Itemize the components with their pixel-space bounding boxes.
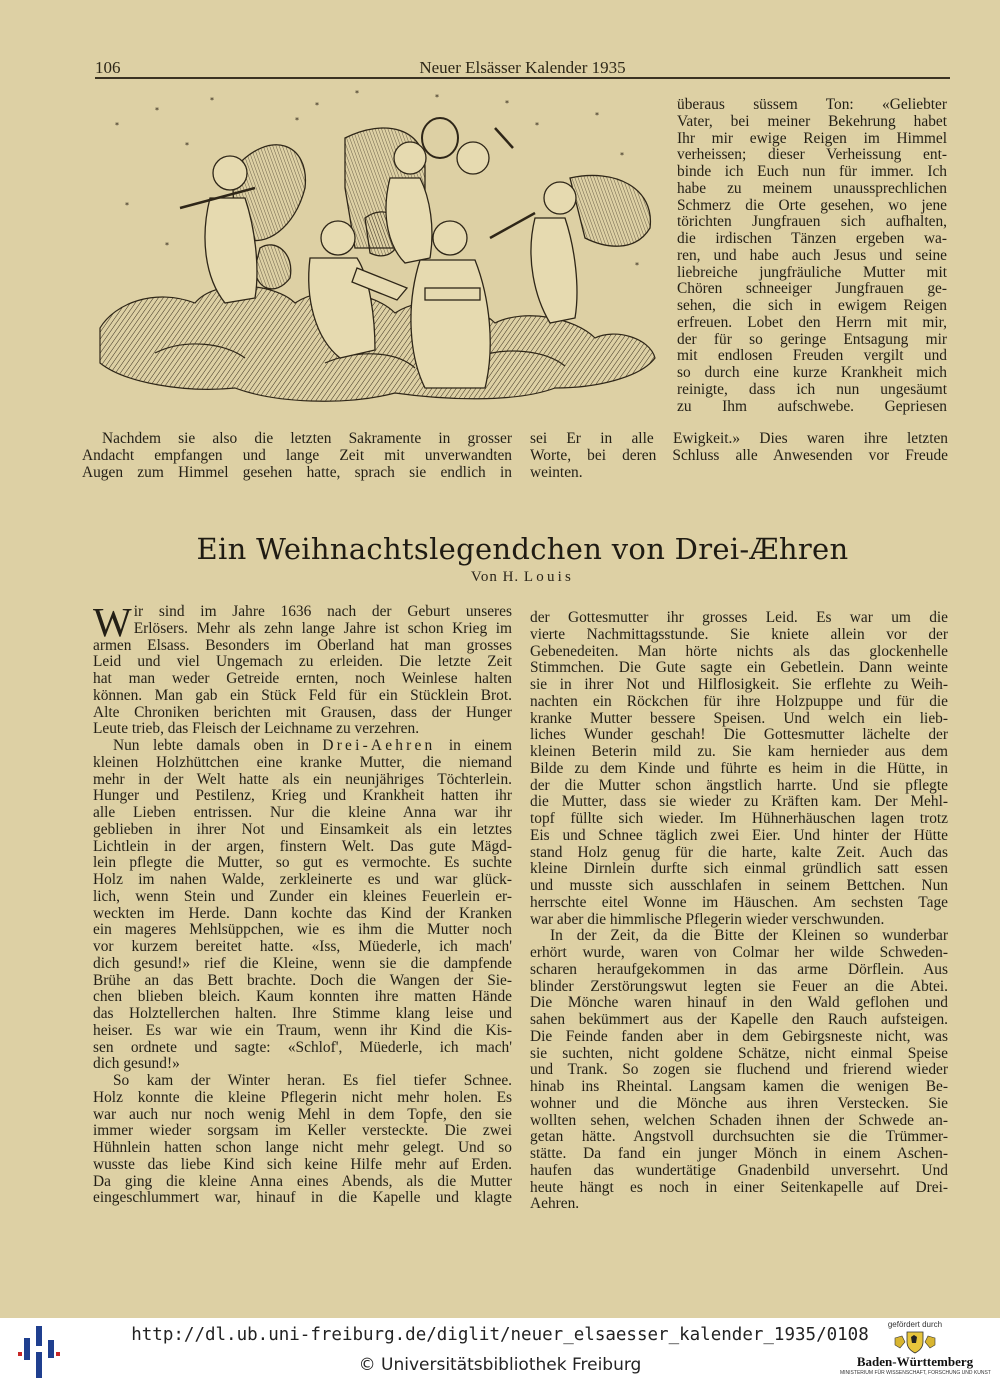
viewer-footer <box>0 1318 1000 1384</box>
article-left-column <box>93 599 512 1207</box>
text-line: Erlösers. Mehr als zehn lange Jahre ist schon Krieg im <box>133 619 512 637</box>
svg-text:*: * <box>315 101 319 110</box>
text-line: getan hätte. Angstvoll durchsuchten sie die Trümmer- <box>530 1128 948 1146</box>
left-paragraph-3 <box>93 1073 512 1207</box>
document-url[interactable]: http://dl.ub.uni-freiburg.de/diglit/neuer_elsaesser_kalender_1935/0108 <box>131 1325 869 1345</box>
text-line: erfreuen. Lobet den Herrn mit mir, <box>677 313 947 331</box>
text-line: ren, und habe auch Jesus und seine <box>677 246 947 264</box>
text-line: Holz im nahen Walde, zerkleinerte es und war glück- <box>93 871 512 888</box>
text-line: der die Mutter schon ängstlich harrte. Und sie pflegte <box>530 776 948 794</box>
text-line: ein mageres Mehlsüppchen, wie es ihm die Mutter noch <box>93 921 512 939</box>
svg-text:*: * <box>125 201 129 210</box>
text-line: armen Elsass. Besonders im Oberland hat man grosses <box>93 636 512 654</box>
text-line: lich, wenn Stein und Zunder ein kleines Feuerlein er- <box>93 887 512 905</box>
text-line: Vater, bei meiner Bekehrung habet <box>677 112 947 130</box>
header-rule <box>95 77 950 79</box>
text-line: reinigte, dass ich nun ungesäumt <box>677 380 947 398</box>
text-line: Nachdem sie also die letzten Sakramente in grosser <box>102 430 512 447</box>
text-line: Schmerz die Orte gesehen, wo jene <box>677 196 947 214</box>
svg-text:*: * <box>635 261 639 270</box>
page-number: 106 <box>95 58 121 77</box>
angels-illustration <box>95 88 665 420</box>
text-line: wollten sehen, welchen Schaden ihnen der Schwede an- <box>530 1111 948 1129</box>
text-line: Ihr mir ewige Reigen im Himmel <box>677 129 947 147</box>
text-line: zu Ihm aufschwebe. Gepriesen <box>677 397 947 415</box>
text-line: das Holztellerchen halten. Ihre Stimme klang leise und <box>93 1005 512 1022</box>
svg-text:*: * <box>210 96 214 105</box>
text-line: Chören schneeiger Jungfrauen ge- <box>677 280 947 298</box>
first-line-text: ir sind im Jahre 1636 nach der Geburt unseres <box>133 603 512 620</box>
text-line: So kam der Winter heran. Es fiel tiefer Schnee. <box>113 1072 512 1089</box>
text-line: sei Er in alle Ewigkeit.» Dies waren ihre letzten <box>530 430 948 447</box>
left-paragraph-2 <box>93 755 512 1073</box>
top-right-end-text <box>530 431 948 481</box>
text-line: hat man weder Getreide ernten, noch Weinlese halten <box>93 670 512 687</box>
text-line: sie in ihrer Not und Hilflosigkeit. Sie erflehte zu Weih- <box>530 676 948 693</box>
text-line: Die Mönche waren hinauf in den Wald geflohen und <box>530 994 948 1012</box>
p2-pre: Nun lebte damals oben in <box>113 737 309 754</box>
right-paragraph-1 <box>530 610 948 928</box>
text-line: Andacht empfangen und lange Zeit mit unverwandten <box>82 446 512 464</box>
text-line: Holz konnte die kleine Pflegerin nicht mehr holen. Es <box>93 1088 512 1106</box>
top-left-text <box>82 431 512 481</box>
sponsor-ministry: MINISTERIUM FÜR WISSENSCHAFT, FORSCHUNG UND KUNST <box>840 1370 991 1376</box>
article-right-column <box>530 610 948 1213</box>
text-line: mehr in der Welt hatte als ein neunjähriges Töchterlein. <box>93 770 512 788</box>
text-line: vierte Nachmittagsstunde. Sie kniete allein vor der <box>530 625 948 643</box>
text-line: herrschte eitel Wonne im Häuschen. Am sechsten Tage <box>530 893 948 911</box>
sponsor-block <box>840 1320 990 1382</box>
left-paragraph-1 <box>93 621 512 738</box>
text-line: können. Man gab ein Stück Feld für ein Stücklein Brot. <box>93 686 512 704</box>
text-line: törichten Jungfrauen sich aufhalten, <box>677 213 947 231</box>
text-line: liebreiche jungfräuliche Mutter mit <box>677 263 947 281</box>
svg-text:*: * <box>620 151 624 160</box>
article-byline <box>95 569 950 586</box>
text-line: kleine Dirnlein durfte sich einmal gründlich satt essen <box>530 860 948 878</box>
text-line: weckten im Herde. Dann kochte das Kind der Kranken <box>93 904 512 922</box>
text-line: Bilde zu dem Kinde und führte es heim in die Hütte, in <box>530 759 948 777</box>
text-line: Lichtlein in der argen, finstern Welt. Das gute Mägd- <box>93 837 512 855</box>
text-line: kranke Mutter bessere Speisen. Und welch ein lieb- <box>530 709 948 727</box>
svg-text:*: * <box>295 116 299 125</box>
svg-text:*: * <box>595 111 599 120</box>
text-line: kleinen Beterin mild zu. Sie kam hernieder aus dem <box>530 743 948 760</box>
text-line: stand Holz genug für die harte, kalte Zeit. Auch das <box>530 843 948 861</box>
text-line: der für so geringe Entsagung mir <box>677 330 947 348</box>
text-line: war aber die himmlische Pflegerin wieder verschwunden. <box>530 910 885 928</box>
right-paragraph-2 <box>530 928 948 1213</box>
text-line: überaus süssem Ton: «Geliebter <box>677 96 947 113</box>
text-line: haufen das wundertätige Gnadenbild unversehrt. Und <box>530 1161 948 1179</box>
text-line: und musste sich ausschlafen in seinem Bettchen. Nun <box>530 877 948 894</box>
running-title: Neuer Elsässer Kalender 1935 <box>419 58 626 77</box>
svg-text:*: * <box>435 93 439 102</box>
p2-post: in einem <box>448 737 512 754</box>
text-line: Hunger und Pestilenz, Krieg und Krankheit hatten ihr <box>93 787 512 805</box>
top-right-text <box>677 97 947 415</box>
text-line: so durch eine kurze Krankheit mich <box>677 364 947 381</box>
text-line: Augen zum Himmel gesehen hatte, sprach sie endlich in <box>82 463 512 481</box>
text-line <box>93 738 512 755</box>
text-line: kleinen Holzhüttchen eine kranke Mutter, die niemand <box>93 753 512 771</box>
text-line: nachten ein Röckchen für ihre Holzpuppe und für die <box>530 692 948 710</box>
text-line: Da ging die kleine Anna eines Abends, als die Mutter <box>93 1172 512 1190</box>
text-line: sie suchten, nicht goldene Schätze, nicht einmal Speise <box>530 1044 948 1062</box>
page-header <box>95 52 950 78</box>
text-line: lein pflegte die Mutter, so gut es vermochte. Es suchte <box>93 854 512 872</box>
text-line: Brühe an das Bett brachte. Doch die Wangen der Sie- <box>93 971 512 989</box>
text-line: Aehren. <box>530 1195 580 1213</box>
text-line: stätte. Da fand ein junger Mönch in einem Aschen- <box>530 1145 948 1162</box>
text-line: scharen heraufgekommen in das arme Dörflein. Aus <box>530 960 948 978</box>
copyright: © Universitätsbibliothek Freiburg <box>358 1355 642 1375</box>
sponsor-label: gefördert durch <box>887 1320 943 1329</box>
text-line: Die Feinde fanden aber in dem Gebirgsneste nicht, was <box>530 1027 948 1045</box>
text-line: wusste das liebe Kind sich keine Hilfe mehr auf Erden. <box>93 1155 512 1173</box>
text-line: der Gottesmutter ihr grosses Leid. Es war um die <box>530 609 948 626</box>
text-line: geblieben in ihrer Not und Einsamkeit als ein letztes <box>93 820 512 838</box>
text-line: Worte, bei deren Schluss alle Anwesenden vor Freude <box>530 446 948 464</box>
text-line: Gebenedeiten. Man hörte nichts als das glockenhelle <box>530 642 948 660</box>
drop-cap: W <box>93 599 132 645</box>
text-line: habe zu meinem unaussprechlichen <box>677 179 947 197</box>
text-line: Eis und Schnee täglich zwei Eier. Und hinter der Hütte <box>530 826 948 844</box>
svg-text:*: * <box>115 121 119 130</box>
text-line: eingeschlummert war, hinauf in die Kapelle und klagte <box>93 1189 512 1207</box>
text-line: chen blieben bleich. Kaum konnten ihre matten Hände <box>93 988 512 1006</box>
text-line: Hühnlein hatten schon lange nicht mehr gelegt. Und so <box>93 1139 512 1156</box>
text-line: verheissen; dieser Verheissung ent- <box>677 146 947 164</box>
text-line: die irdischen Tänzen ergeben wa- <box>677 230 947 247</box>
text-line: heiser. Es war wie ein Traum, wenn ihr Kind die Kis- <box>93 1021 512 1039</box>
svg-text:*: * <box>535 121 539 130</box>
byline-name: Louis <box>523 569 575 585</box>
text-line: wohner und die Mönche aus ihren Verstecken. Sie <box>530 1094 948 1112</box>
svg-text:*: * <box>355 89 359 98</box>
text-line: sen ordnete und sagte: «Schlof', Müederle, ich mach' <box>93 1038 512 1056</box>
text-line: und Trank. So zogen sie fluchend und frierend wieder <box>530 1061 948 1079</box>
text-line: Stimmchen. Die Gute sagte ein Gebetlein. Dann weinte <box>530 659 948 677</box>
text-line: dich gesund!» rief die Kleine, wenn sie die dampfende <box>93 954 512 972</box>
text-line: sehen, die sich in ewigem Reigen <box>677 297 947 314</box>
text-line: binde ich Euch nun für immer. Ich <box>677 163 947 180</box>
text-line: Leid und viel Ungemach zu erleiden. Die letzte Zeit <box>93 653 512 671</box>
text-line: heute hängt es noch in einer Seitenkapelle auf Drei- <box>530 1178 948 1196</box>
svg-text:*: * <box>155 106 159 115</box>
text-line: war auch nur noch wenig Mehl in dem Topfe, den sie <box>93 1105 512 1123</box>
text-line: hinab ins Rheintal. Langsam kamen die wenigen Be- <box>530 1078 948 1095</box>
svg-text:*: * <box>505 99 509 108</box>
text-line: die Mutter, dass sie wieder zu Kräften kam. Der Mehl- <box>530 793 948 811</box>
text-line: vor kurzem bereitet hatte. «Iss, Müederle, ich mach' <box>93 938 512 955</box>
text-line: blinder Zerstörungswut legten sie Feuer an die Abtei. <box>530 977 948 995</box>
baden-wuerttemberg-crest-icon <box>892 1330 938 1354</box>
svg-text:*: * <box>165 241 169 250</box>
text-line: mit endlosen Freuden vergilt und <box>677 347 947 365</box>
text-line: Alte Chroniken berichten mit Grausen, dass der Hunger <box>93 703 512 721</box>
byline-prefix: Von H. <box>470 569 520 585</box>
text-line: topf füllte sich wieder. Im Hühnerhäuschen lagen trotz <box>530 810 948 827</box>
text-line: dich gesund!» <box>93 1055 180 1073</box>
text-line: In der Zeit, da die Bitte der Kleinen so wunderbar <box>550 927 948 945</box>
text-line: Leute trieb, das Fleisch der Leichname zu verzehren. <box>93 720 420 738</box>
text-line: immer wieder sorgsam im Keller versteckte. Die zwei <box>93 1122 512 1140</box>
text-line: erhört wurde, waren von Colmar her wilde Schweden- <box>530 944 948 961</box>
text-line: alle Lieben entrissen. Nur die kleine Anna war ihr <box>93 804 512 821</box>
text-line: weinten. <box>530 463 583 481</box>
svg-text:*: * <box>185 141 189 150</box>
text-line: liches Wunder geschah! Die Gottesmutter lächelte der <box>530 726 948 744</box>
text-line: sahen bekümmert aus der Kapelle den Rauch aufsteigen. <box>530 1011 948 1028</box>
p2-spaced: Drei-Aehren <box>322 737 436 754</box>
sponsor-name: Baden-Württemberg <box>856 1354 974 1369</box>
article-title: Ein Weihnachtslegendchen von Drei-Æhren <box>196 532 849 566</box>
